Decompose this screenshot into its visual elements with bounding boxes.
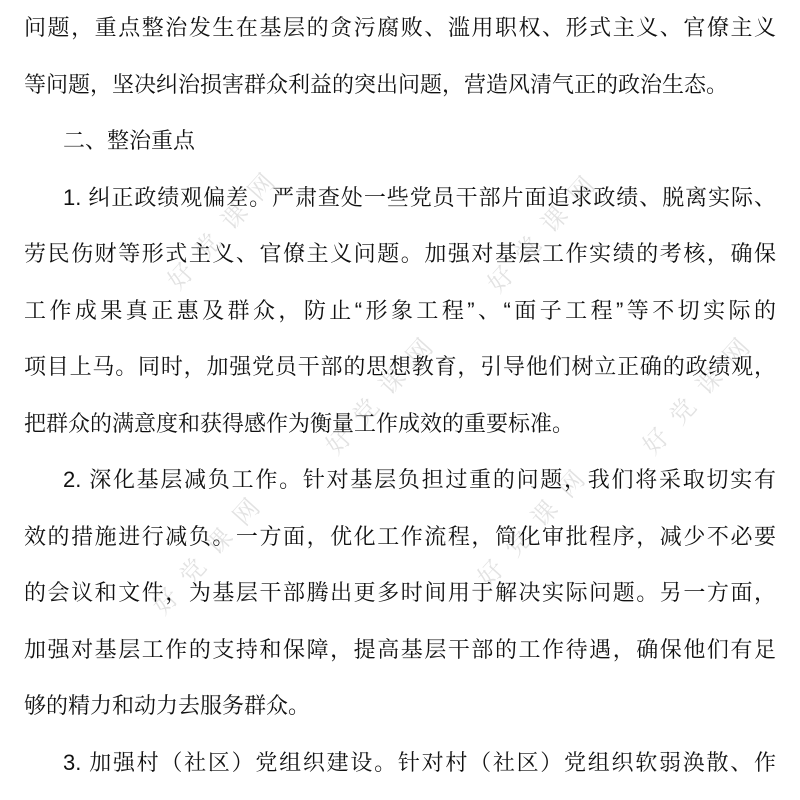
document-content [24,0,776,791]
text-line: 项目上马。同时，加强党员干部的思想教育，引导他们树立正确的政绩观， [24,354,776,379]
text-line: 把群众的满意度和获得感作为衡量工作成效的重要标准。 [24,410,575,436]
text-line: 的会议和文件，为基层干部腾出更多时间用于解决实际问题。另一方面， [24,580,776,605]
text-line: 1. 纠正政绩观偏差。严肃查处一些党员干部片面追求政绩、脱离实际、 [63,184,776,210]
watermark-text: 好党课网 [320,322,449,461]
watermark-text: 好党课网 [472,454,601,593]
text-line: 等问题，坚决纠治损害群众利益的突出问题，营造风清气正的政治生态。 [24,71,729,97]
watermark-text: 好党课网 [482,160,611,299]
text-line: 问题，重点整治发生在基层的贪污腐败、滥用职权、形式主义、官僚主义 [24,15,776,40]
text-line: 2. 深化基层减负工作。针对基层负担过重的问题，我们将采取切实有 [63,467,776,492]
watermark-text: 好党课网 [637,322,766,461]
watermark-text: 好党课网 [147,482,276,621]
text-line: 工作成果真正惠及群众，防止“形象工程”、“面子工程”等不切实际的 [24,297,776,323]
text-line: 劳民伤财等形式主义、官僚主义问题。加强对基层工作实绩的考核，确保 [24,241,776,266]
section-heading: 二、整治重点 [63,128,196,153]
text-line: 3. 加强村（社区）党组织建设。针对村（社区）党组织软弱涣散、作 [63,749,776,775]
watermark-text: 好党课网 [162,157,291,296]
text-line: 加强对基层工作的支持和保障，提高基层干部的工作待遇，确保他们有足 [24,636,776,662]
text-line: 够的精力和动力去服务群众。 [24,693,311,718]
text-line: 效的措施进行减负。一方面，优化工作流程，简化审批程序，减少不必要 [24,523,776,549]
